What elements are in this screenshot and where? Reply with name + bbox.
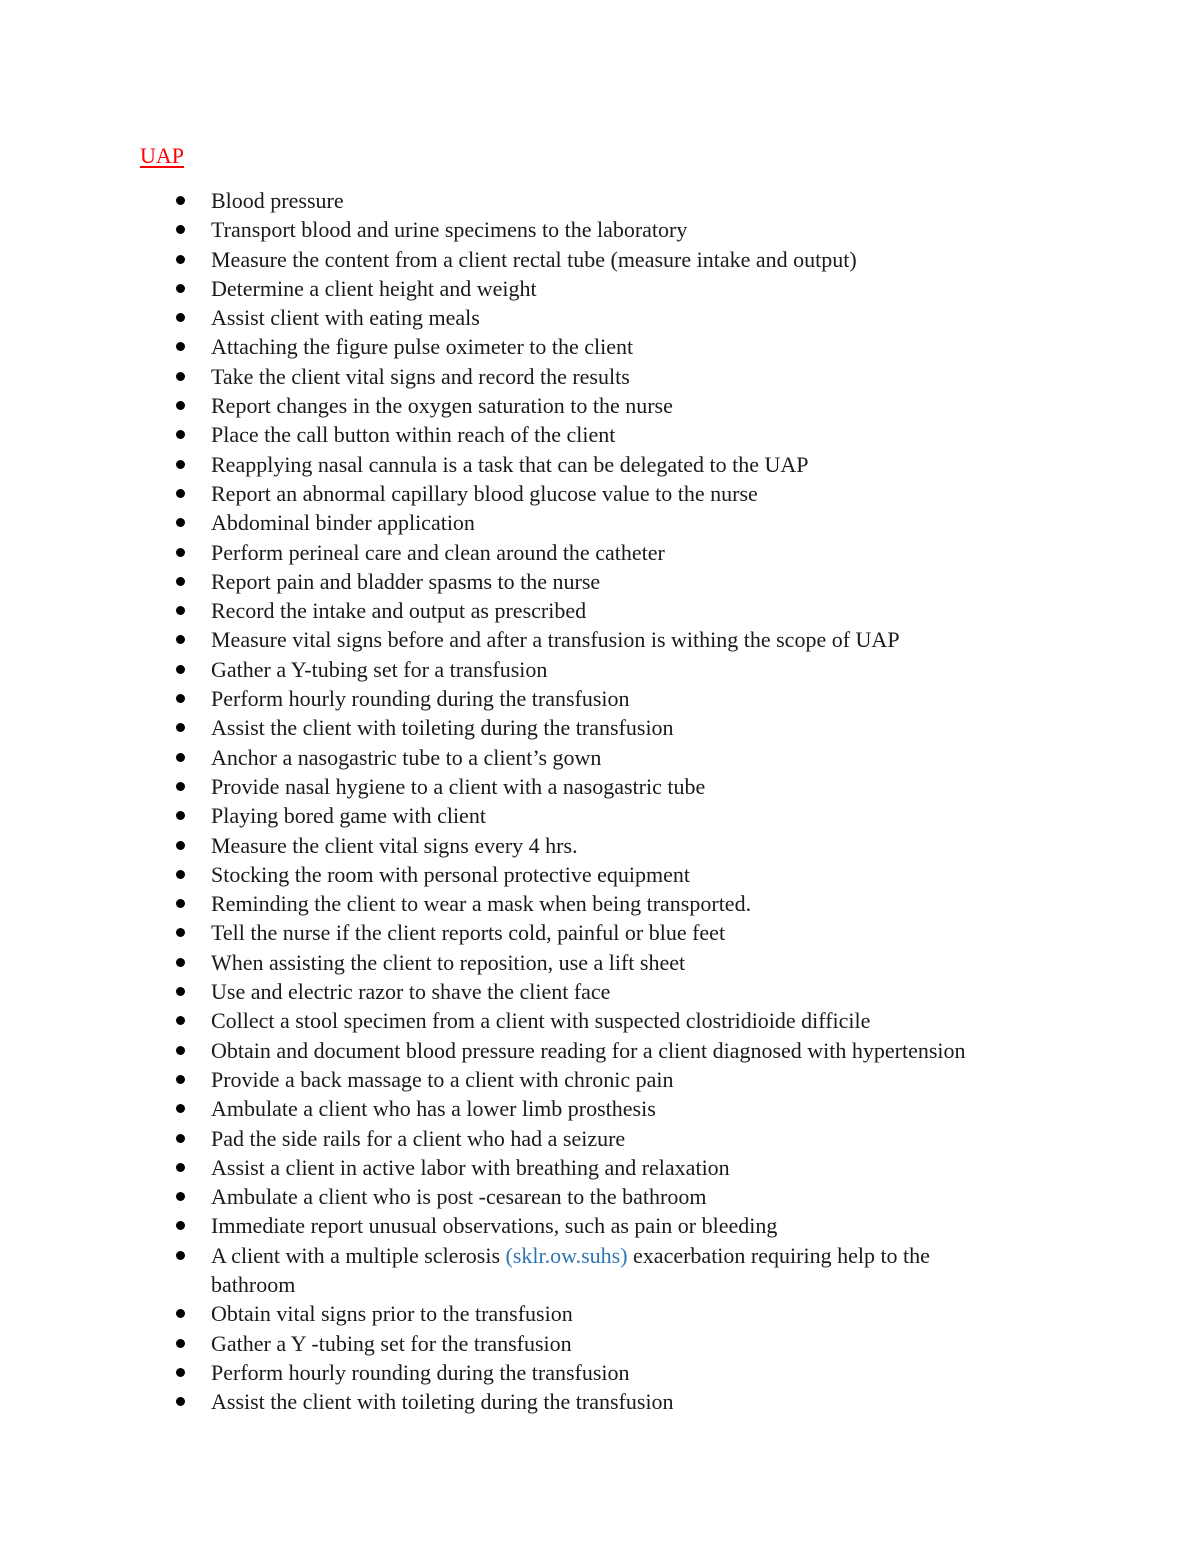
list-item-text: Assist client with eating meals: [211, 305, 480, 331]
list-item: [176, 567, 1056, 596]
list-item-text: Reapplying nasal cannula is a task that can be delegated to the UAP: [211, 451, 809, 477]
list-item: [176, 772, 1056, 801]
list-item-text: Provide nasal hygiene to a client with a nasogastric tube: [211, 773, 706, 799]
list-item-text: Anchor a nasogastric tube to a client’s gown: [211, 744, 602, 770]
list-item: [176, 743, 1056, 772]
bullet-icon: [176, 401, 185, 410]
bullet-icon: [176, 548, 185, 557]
bullet-icon: [176, 899, 185, 908]
list-item: [176, 596, 1056, 625]
bullet-icon: [176, 958, 185, 967]
list-item: [176, 684, 1056, 713]
list-item-text: Perform hourly rounding during the transfusion: [211, 1359, 630, 1385]
list-item-text: Report changes in the oxygen saturation to the nurse: [211, 393, 673, 419]
list-item: [176, 713, 1056, 742]
bullet-icon: [176, 313, 185, 322]
list-item: [176, 215, 1056, 244]
list-item-text: Immediate report unusual observations, such as pain or bleeding: [211, 1213, 778, 1239]
list-item: [176, 391, 1056, 420]
list-item: [176, 450, 1056, 479]
bullet-icon: [176, 723, 185, 732]
list-item: [176, 186, 1056, 215]
list-item-text: Perform perineal care and clean around the catheter: [211, 539, 665, 565]
list-item-text: Assist a client in active labor with breathing and relaxation: [211, 1154, 730, 1180]
list-item: [176, 1241, 991, 1300]
list-item-text: Abdominal binder application: [211, 510, 475, 536]
list-item: [176, 918, 1056, 947]
list-item-text: Measure the content from a client rectal tube (measure intake and output): [211, 246, 857, 272]
bullet-icon: [176, 635, 185, 644]
list-item-text: exacerbation requiring help to the bathroom: [211, 1242, 930, 1297]
list-item: [176, 1182, 1056, 1211]
bullet-icon: [176, 1075, 185, 1084]
list-item: [176, 1211, 1056, 1240]
bullet-icon: [176, 1339, 185, 1348]
section-heading: UAP: [140, 143, 185, 168]
list-item-text: Reminding the client to wear a mask when being transported.: [211, 891, 752, 917]
list-item: [176, 1329, 1056, 1358]
bullet-icon: [176, 518, 185, 527]
bullet-icon: [176, 1221, 185, 1230]
list-item-text: Determine a client height and weight: [211, 275, 537, 301]
bullet-icon: [176, 1309, 185, 1318]
list-item: [176, 303, 1056, 332]
list-item: [176, 1358, 1056, 1387]
list-item: [176, 831, 1056, 860]
list-item-text: Measure vital signs before and after a transfusion is withing the scope of UAP: [211, 627, 900, 653]
list-item-text: Assist the client with toileting during the transfusion: [211, 715, 674, 741]
bullet-icon: [176, 460, 185, 469]
list-item-text: Pad the side rails for a client who had a seizure: [211, 1125, 626, 1151]
bullet-icon: [176, 1251, 185, 1260]
list-item-text: Provide a back massage to a client with chronic pain: [211, 1066, 674, 1092]
list-item-text: Ambulate a client who has a lower limb prosthesis: [211, 1096, 656, 1122]
list-item-text: Obtain and document blood pressure reading for a client diagnosed with hypertension: [211, 1037, 966, 1063]
list-item-text: Gather a Y-tubing set for a transfusion: [211, 656, 548, 682]
list-item-text: Blood pressure: [211, 188, 344, 213]
list-item-text: A client with a multiple sclerosis: [211, 1242, 506, 1268]
bullet-icon: [176, 841, 185, 850]
list-item-text: Take the client vital signs and record the results: [211, 363, 630, 389]
list-item-text: Report pain and bladder spasms to the nurse: [211, 568, 601, 594]
bullet-icon: [176, 1016, 185, 1025]
list-item: [176, 332, 1056, 361]
list-item: [176, 889, 1056, 918]
bullet-icon: [176, 870, 185, 879]
bullet-list: [176, 186, 1056, 1416]
list-item-text: Place the call button within reach of the client: [211, 422, 616, 448]
bullet-icon: [176, 430, 185, 439]
bullet-icon: [176, 1192, 185, 1201]
bullet-icon: [176, 1104, 185, 1113]
bullet-icon: [176, 255, 185, 264]
list-item: [176, 245, 1056, 274]
list-item: [176, 538, 1056, 567]
bullet-icon: [176, 196, 185, 205]
bullet-icon: [176, 665, 185, 674]
list-item: [176, 479, 1056, 508]
bullet-icon: [176, 1134, 185, 1143]
list-item-text: Record the intake and output as prescribed: [211, 598, 587, 624]
list-item: [176, 1006, 1056, 1035]
list-item: [176, 1387, 1056, 1416]
bullet-icon: [176, 987, 185, 996]
list-item-text: Measure the client vital signs every 4 hrs.: [211, 832, 578, 858]
list-item: [176, 508, 1056, 537]
list-item: [176, 362, 1056, 391]
bullet-icon: [176, 489, 185, 498]
bullet-icon: [176, 284, 185, 293]
list-item-text: Stocking the room with personal protective equipment: [211, 861, 691, 887]
list-item: [176, 1094, 1056, 1123]
list-item-text: Obtain vital signs prior to the transfusion: [211, 1301, 573, 1327]
list-item: [176, 625, 1056, 654]
bullet-icon: [176, 753, 185, 762]
bullet-icon: [176, 577, 185, 586]
list-item: [176, 1036, 1056, 1065]
list-item-text: Collect a stool specimen from a client with suspected clostridioide difficile: [211, 1008, 871, 1034]
list-item-text: Assist the client with toileting during the transfusion: [211, 1389, 674, 1415]
list-item: [176, 801, 1056, 830]
bullet-icon: [176, 606, 185, 615]
list-item: [176, 420, 1056, 449]
list-item-text: Report an abnormal capillary blood glucose value to the nurse: [211, 480, 758, 506]
bullet-icon: [176, 225, 185, 234]
bullet-icon: [176, 372, 185, 381]
bullet-icon: [176, 1397, 185, 1406]
list-item: [176, 948, 1056, 977]
list-item-text: Playing bored game with client: [211, 803, 486, 829]
bullet-icon: [176, 928, 185, 937]
list-item-text: When assisting the client to reposition, use a lift sheet: [211, 949, 686, 975]
list-item-text: Ambulate a client who is post -cesarean to the bathroom: [211, 1184, 707, 1210]
list-item-text: Transport blood and urine specimens to the laboratory: [211, 217, 688, 243]
list-item: [176, 274, 1056, 303]
bullet-icon: [176, 694, 185, 703]
bullet-icon: [176, 1046, 185, 1055]
list-item: [176, 1299, 1056, 1328]
list-item-text: Attaching the figure pulse oximeter to the client: [211, 334, 634, 360]
list-item-text: Use and electric razor to shave the client face: [211, 979, 611, 1005]
bullet-icon: [176, 1368, 185, 1377]
bullet-icon: [176, 782, 185, 791]
list-item: [176, 860, 1056, 889]
bullet-icon: [176, 811, 185, 820]
bullet-icon: [176, 342, 185, 351]
list-item-text: Gather a Y -tubing set for the transfusion: [211, 1330, 572, 1356]
list-item: [176, 977, 1056, 1006]
bullet-icon: [176, 1163, 185, 1172]
list-item: [176, 1065, 1056, 1094]
list-item-text: Tell the nurse if the client reports cold, painful or blue feet: [211, 920, 726, 946]
pronunciation-text: (sklr.ow.suhs): [505, 1242, 628, 1268]
list-item: [176, 655, 1056, 684]
list-item: [176, 1124, 1056, 1153]
list-item-text: Perform hourly rounding during the transfusion: [211, 686, 630, 712]
list-item: [176, 1153, 1056, 1182]
